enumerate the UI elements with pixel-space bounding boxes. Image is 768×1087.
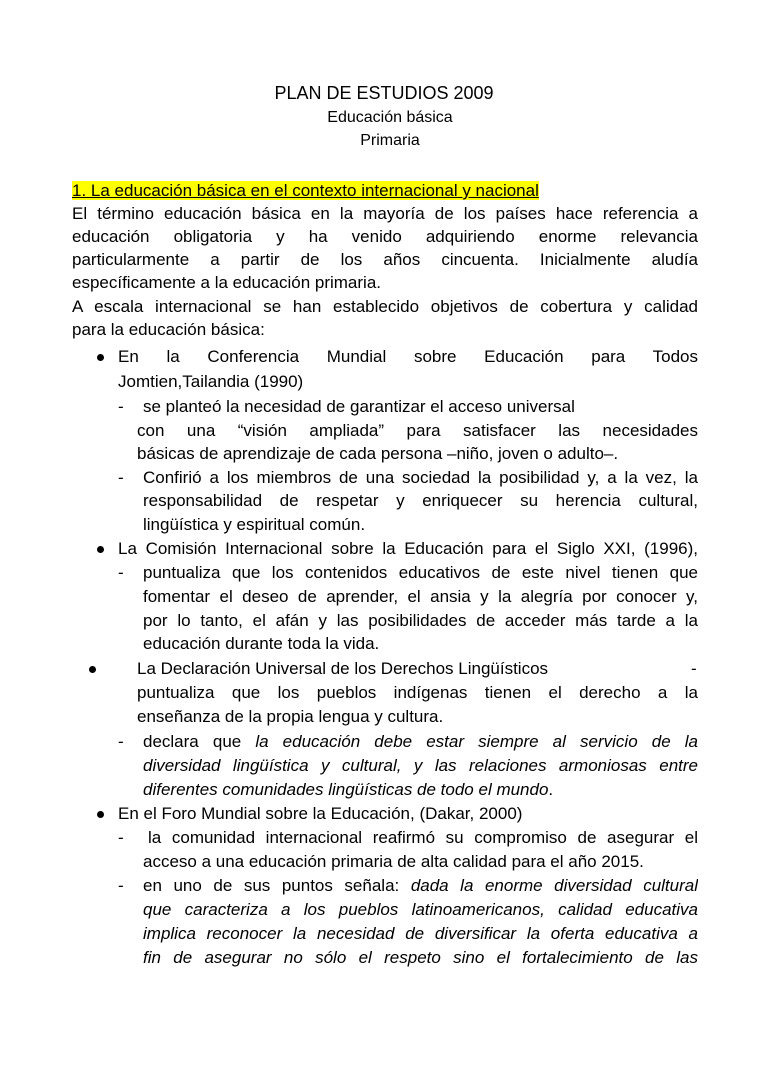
bullet-icon: [97, 546, 104, 553]
paragraph-line: educación obligatoria y ha venido adquiriendo enorme relevancia: [72, 227, 698, 246]
list-item-text: En la Conferencia Mundial sobre Educación para Todos: [118, 347, 698, 366]
paragraph-line: para la educación básica:: [72, 320, 265, 339]
paragraph-line: A escala internacional se han establecido objetivos de cobertura y calidad: [72, 297, 698, 316]
sub-item-text: fin de asegurar no sólo el respeto sino el fortalecimiento de las: [143, 948, 698, 967]
dash-marker: -: [118, 468, 124, 487]
sub-item-text: responsabilidad de respetar y enriquecer su herencia cultural,: [143, 491, 698, 510]
list-item-text: La Comisión Internacional sobre la Educación para el Siglo XXI, (1996),: [118, 539, 698, 558]
bullet-icon: [89, 666, 96, 673]
dash-marker: -: [118, 397, 124, 416]
dash-marker: -: [118, 876, 124, 895]
sub-item-text: educación durante toda la vida.: [143, 634, 380, 653]
sub-item-text: básicas de aprendizaje de cada persona –niño, joven o adulto–.: [137, 444, 619, 463]
section-heading: 1. La educación básica en el contexto internacional y nacional: [72, 181, 539, 200]
sub-item-text: diversidad lingüística y cultural, y las relaciones armoniosas entre: [143, 756, 698, 775]
bullet-icon: [97, 811, 104, 818]
document-level: Primaria: [360, 132, 420, 149]
sub-item-text: diferentes comunidades lingüísticas de todo el mundo.: [143, 780, 554, 799]
paragraph-line: El término educación básica en la mayoría de los países hace referencia a: [72, 204, 698, 223]
paragraph-line: específicamente a la educación primaria.: [72, 273, 381, 292]
document-title: PLAN DE ESTUDIOS 2009: [274, 83, 494, 103]
bullet-icon: [97, 354, 104, 361]
sub-item-text: que caracteriza a los pueblos latinoamericanos, calidad educativa: [143, 900, 698, 919]
list-item-text: Jomtien,Tailandia (1990): [118, 372, 304, 391]
dash-marker: -: [118, 732, 124, 751]
list-item-text: puntualiza que los pueblos indígenas tienen el derecho a la: [137, 683, 698, 702]
sub-item-text: lingüística y espiritual común.: [143, 515, 366, 534]
sub-item-text: acceso a una educación primaria de alta calidad para el año 2015.: [143, 852, 644, 871]
sub-item-text: fomentar el deseo de aprender, el ansia y la alegría por conocer y,: [143, 587, 698, 606]
sub-item-text: puntualiza que los contenidos educativos de este nivel tienen que: [143, 563, 698, 582]
list-item-text: En el Foro Mundial sobre la Educación, (Dakar, 2000): [118, 804, 523, 823]
sub-item-text: la comunidad internacional reafirmó su compromiso de asegurar el: [148, 828, 698, 847]
list-item-text: enseñanza de la propia lengua y cultura.: [137, 707, 444, 726]
sub-item-text: declara que la educación debe estar siempre al servicio de la: [143, 732, 698, 751]
sub-item-text: implica reconocer la necesidad de diversificar la oferta educativa a: [143, 924, 698, 943]
document-subtitle: Educación básica: [327, 109, 453, 126]
list-item-dash: -: [691, 659, 697, 678]
sub-item-text: Confirió a los miembros de una sociedad la posibilidad y, a la vez, la: [143, 468, 698, 487]
dash-marker: -: [118, 828, 124, 847]
sub-item-text: se planteó la necesidad de garantizar el acceso universal: [143, 397, 575, 416]
sub-item-text: por lo tanto, el afán y las posibilidades de acceder más tarde a la: [143, 611, 698, 630]
list-item-text: La Declaración Universal de los Derechos Lingüísticos: [137, 659, 549, 678]
dash-marker: -: [118, 563, 124, 582]
sub-item-text: en uno de sus puntos señala: dada la enorme diversidad cultural: [143, 876, 698, 895]
sub-item-text: con una “visión ampliada” para satisfacer las necesidades: [137, 421, 698, 440]
paragraph-line: particularmente a partir de los años cincuenta. Inicialmente aludía: [72, 250, 698, 269]
